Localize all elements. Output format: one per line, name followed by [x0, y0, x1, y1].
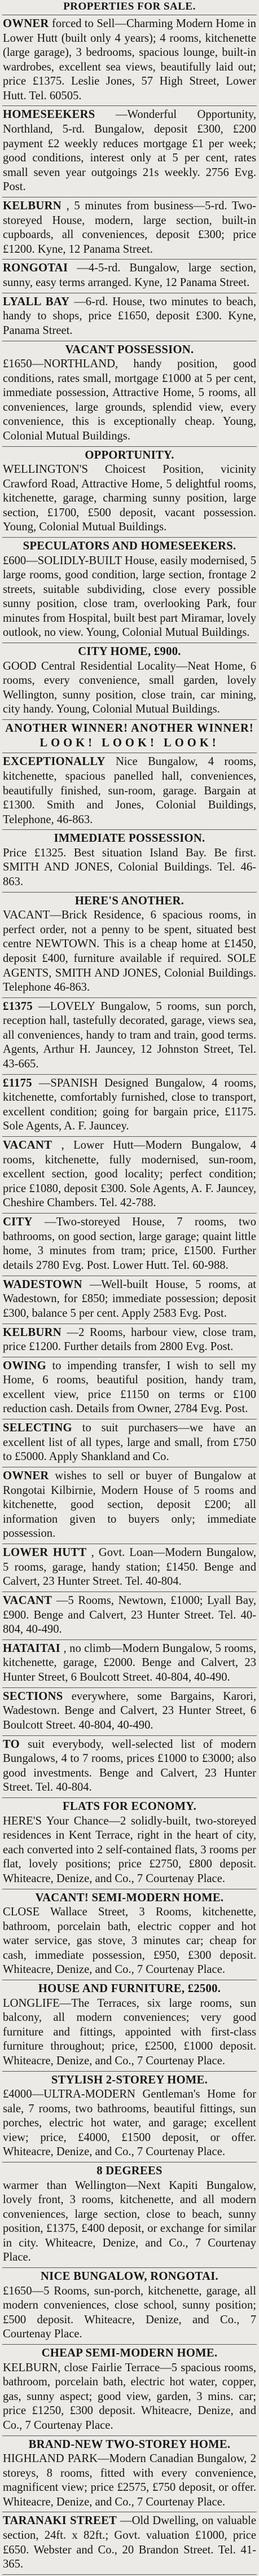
- classified-ad: [2, 1276, 257, 1324]
- ad-body-text: £600—SOLIDLY-BUILT House, easily modernised, 5 large rooms, good condition, large section, frontage 2 streets, suitable subdividing, close every possible sunny position, close tram, overlooking Park, four minutes from Hospital, built best part Miramar, lovely outlook, no view. Young, Colonial Mutual Buildings.: [3, 554, 256, 639]
- ad-lead-word: OWNER: [3, 17, 49, 30]
- classified-ad: [2, 2436, 257, 2513]
- ad-body-text: —2 Rooms, harbour view, close tram, price £1200. Further details from 2800 Evg. Post.: [3, 1326, 256, 1353]
- ad-body-text: CLOSE Wallace Street, 3 Rooms, kitchenette, bathroom, porcelain bath, electric copper and hot water service, gas stove, 3 minutes car; cheap for cash, immediate possession, £950, £300 deposit. Whiteacre, Denize, and Co., 7 Courtenay Place.: [3, 1906, 256, 1976]
- ad-body-text: GOOD Central Residential Locality—Neat Home, 6 rooms, every convenience, small garden, lovely Wellington, sunny position, close train, car mining, city handy. Young, Colonial Mutual Buildings.: [3, 660, 256, 716]
- classified-ad: [2, 1736, 257, 1798]
- classified-ads-column: [2, 15, 257, 2575]
- ad-body-text: everywhere, some Bargains, Karori, Wadestown. Benge and Calvert, 23 Hunter Street, 6 Boulcott Street. 40-804, 40-490.: [3, 1690, 256, 1731]
- ad-body-text: —5 Rooms, Newtown, £1000; Lyall Bay, £900. Benge and Calvert, 23 Hunter Street. Tel. 40-804, 40-490.: [3, 1594, 256, 1636]
- ad-body-text: to suit purchasers—we have an excellent list of all types, large and small, from £750 to £5000. Apply Shankland and Co.: [3, 1422, 256, 1463]
- ad-body-text: , 5 minutes from business—5-rd. Two-storeyed House, modern, large section, built-in cupboards, all conveniences, deposit £300; price £1200. Kyne, 12 Panama Street.: [3, 199, 256, 256]
- classified-ad: [2, 643, 257, 720]
- ad-body-text: HIGHLAND PARK—Modern Canadian Bungalow, 2 storeys, 8 rooms, fitted with every convenience, magnificent view; price £2575, £750 deposit, or offer. Whiteacre, Denize, and Co., 7 Courtenay Place.: [3, 2452, 256, 2508]
- ad-body-text: suit everybody, well-selected list of modern Bungalows, 4 to 7 rooms, prices £1000 to £3000; also good investments. Benge and Calvert, 23 Hunter Street. Tel. 40-804.: [3, 1738, 256, 1794]
- ad-banner-heading: ANOTHER WINNER! ANOTHER WINNER!: [5, 722, 254, 735]
- ad-lead-word: OPPORTUNITY.: [85, 449, 174, 461]
- classified-ad: [2, 1592, 257, 1640]
- ad-lead-word: RONGOTAI: [3, 262, 68, 275]
- ad-body-text: , Govt. Loan—Modern Bungalow, 5 rooms, garage, handy station; £1450. Benge and Calvert, 23 Hunter Street. Tel. 40-804.: [3, 1546, 256, 1588]
- ad-lead-word: 8 DEGREES: [96, 2165, 163, 2178]
- ad-lead-word: SECTIONS: [3, 1690, 63, 1703]
- classified-ad: [2, 341, 257, 447]
- ad-body-text: KELBURN, close Fairlie Terrace—5 spacious rooms, bathroom, porcelain bath, electric hot water, copper, gas, sunny aspect; good view, garden, 3 mins. car; price £1250, £300 deposit. Whiteacre, Denize, and Co., 7 Courtenay Place.: [3, 2361, 256, 2432]
- ad-lead-word: WADESTOWN: [3, 1278, 82, 1291]
- ad-body-text: HERE'S Your Chance—2 solidly-built, two-storeyed residences in Kent Terrace, right in the heart of city, each converted into 2 self-contained flats, 3 rooms per flat, lovely positions; price £2750, £800 deposit. Whiteacre, Denize, and Co., 7 Courtenay Place.: [3, 1814, 256, 1885]
- ad-body-text: —6-rd. House, two minutes to beach, handy to shops, price £1650, deposit £300. Kyne, Panama Street.: [3, 295, 256, 337]
- section-header: [2, 0, 257, 15]
- ad-body-text: LONGLIFE—The Terraces, six large rooms, sun balcony, all modern conveniences; very good furniture and fittings, appointed with first-class furniture throughout; price, £2500, £1000 deposit. Whiteacre, Denize, and Co., 7 Courtenay Place.: [3, 1997, 256, 2067]
- classified-ad: [2, 15, 257, 106]
- classified-ad: [2, 1798, 257, 1889]
- classified-ad: [2, 830, 257, 892]
- ad-lead-word: £1375: [3, 1000, 33, 1013]
- classified-ad: [2, 998, 257, 1075]
- ad-body-text: Nice Bungalow, 4 rooms, kitchenette, spacious panelled hall, conveniences, beautifully finished, sun-room, garage. Bargain at £1300. Smith and Jones, Colonial Buildings, Telephone, 46-863.: [3, 755, 256, 826]
- ad-lead-word: BRAND-NEW TWO-STOREY HOME.: [28, 2438, 231, 2451]
- ad-lead-word: LOWER HUTT: [3, 1546, 87, 1559]
- ad-body-text: to impending transfer, I wish to sell my Home, 6 rooms, beautiful position, handy tram, excellent view, price £1150 on terms or £100 reduction cash. Details from Owner, 2784 Evg. Post.: [3, 1359, 256, 1416]
- classified-ad: [2, 1137, 257, 1214]
- ad-lead-word: HATAITAI: [3, 1642, 60, 1655]
- classified-ad: [2, 1214, 257, 1276]
- ad-body-text: —SPANISH Designed Bungalow, 4 rooms, kitchenette, comfortably furnished, close to transport, excellent condition; going for bargain price, £1175. Sole Agents, A. F. Jauncey.: [3, 1076, 256, 1133]
- classified-ad: [2, 1980, 257, 2071]
- ad-lead-word: CITY: [3, 1216, 33, 1229]
- classified-ad: [2, 2512, 257, 2574]
- ad-lead-word: TARANAKI STREET: [3, 2515, 117, 2527]
- ad-body-text: forced to Sell—Charming Modern Home in Lower Hutt (built only 4 years); 4 rooms, kitchenette (large garage), 3 bedrooms, spacious lounge, built-in wardrobes, excellent sea views, beautifully laid out; price £1375. Leslie Jones, 57 High Street, Lower Hutt. Tel. 60505.: [3, 17, 256, 102]
- ad-body-text: warmer than Wellington—Next Kapiti Bungalow, lovely front, 3 rooms, kitchenette, and all modern conveniences, large section, close to beach, sunny position, £1375, £400 deposit, or exchange for similar in city. Whiteacre, Denize, and Co., 7 Courtenay Place.: [3, 2179, 256, 2264]
- classified-ad: [2, 1324, 257, 1357]
- classified-ad: [2, 1075, 257, 1137]
- ad-body-text: £1650—NORTHLAND, handy position, good conditions, rates small, mortgage £1000 at 5 per cent, immediate possession, Attractive Home, 5 rooms, all conveniences, large grounds, splendid view, every convenience, this is exceptionally cheap. Young, Colonial Mutual Buildings.: [3, 358, 256, 442]
- ad-lead-word: VACANT! SEMI-MODERN HOME.: [35, 1891, 224, 1904]
- classified-ad: [2, 197, 257, 260]
- classified-ad: [2, 1544, 257, 1592]
- ad-lead-word: VACANT POSSESSION.: [65, 343, 194, 356]
- ad-body-text: WELLINGTON'S Choicest Position, vicinity Crawford Road, Attractive Home, 5 delightful rooms, kitchenette, garage, charming sunny position, large section, £1700, £500 deposit, vacant possession. Young, Colonial Mutual Buildings.: [3, 463, 256, 534]
- ad-lead-word: EXCEPTIONALLY: [3, 755, 106, 768]
- classified-ad: [2, 1357, 257, 1419]
- classified-ad: [2, 1419, 257, 1467]
- ad-body-text: £4000—ULTRA-MODERN Gentleman's Home for sale, 7 rooms, two bathrooms, beautiful fittings, sun porches, electric hot water, and garage; excellent view; price, £4000, £1500 deposit, or offer. Whiteacre, Denize, and Co., 7 Courtenay Place.: [3, 2088, 256, 2159]
- ad-lead-word: SPECULATORS AND HOMESEEKERS.: [23, 540, 236, 553]
- section-title: PROPERTIES FOR SALE.: [63, 1, 196, 12]
- classified-ad: [2, 447, 257, 538]
- ad-lead-word: SELECTING: [3, 1422, 72, 1435]
- ad-lead-word: HOUSE AND FURNITURE, £2500.: [38, 1982, 221, 1995]
- classified-ad: [2, 2162, 257, 2268]
- classified-ad: [2, 260, 257, 293]
- ad-lead-word: TO: [3, 1738, 20, 1751]
- classified-ad: [2, 753, 257, 830]
- ad-body-text: , Lower Hutt—Modern Bungalow, 4 rooms, kitchenette, fully modernised, sun-room, excellent section, good locality; perfect condition; price £1080, deposit £300. Sole Agents, A. F. Jauncey, Cheshire Chambers. Tel. 42-788.: [3, 1139, 256, 1210]
- classified-ad: [2, 538, 257, 643]
- ad-lead-word: £1175: [3, 1076, 32, 1089]
- ad-lead-word: VACANT: [3, 1139, 52, 1152]
- ad-lead-word: FLATS FOR ECONOMY.: [62, 1800, 197, 1813]
- ad-lead-word: HOMESEEKERS: [3, 108, 95, 121]
- ad-body-text: —Wonderful Opportunity, Northland, 5-rd. Bungalow, deposit £300, £200 payment £2 weekly reduces mortgage £1 per week; good conditions, interest only at 5 per cent, rates small seven year outgoings 21s weekly. 2756 Evg. Post.: [3, 108, 256, 194]
- ad-lead-word: LYALL BAY: [3, 295, 70, 308]
- ad-lead-word: KELBURN: [3, 1326, 62, 1339]
- ad-lead-word: IMMEDIATE POSSESSION.: [54, 832, 205, 845]
- classified-ad: [2, 720, 257, 753]
- ad-lead-word: OWING: [3, 1359, 47, 1372]
- ad-body-text: —4-5-rd. Bungalow, large section, sunny, easy terms arranged. Kyne, 12 Panama Street.: [3, 262, 256, 289]
- classified-ad: [2, 1640, 257, 1688]
- ad-body-text: —Old Dwelling, on valuable section, 24ft. x 82ft.; Govt. valuation £1000, price £650. Webster and Co., 20 Brandon Street. Tel. 41-365.: [3, 2515, 256, 2571]
- ad-body-text: —Two-storeyed House, 7 rooms, two bathrooms, on good section, large garage; quaint little home, 3 minutes from tram; price, £1500. Further details 2780 Evg. Post. Lower Hutt. Tel. 60-988.: [3, 1216, 256, 1272]
- ad-body-text: , no climb—Modern Bungalow, 5 rooms, kitchenette, garage, £2000. Benge and Calvert, 23 Hunter Street, 6 Boulcott Street. 40-804, 40-490.: [3, 1642, 257, 1683]
- ad-lead-word: VACANT: [3, 1594, 52, 1607]
- ad-lead-word: OWNER: [3, 1470, 49, 1483]
- ad-lead-word: HERE'S ANOTHER.: [74, 894, 185, 907]
- classified-ad: [2, 106, 257, 197]
- ad-body-text: VACANT—Brick Residence, 6 spacious rooms, in perfect order, not a penny to be spent, situated best centre NEWTOWN. This is a cheap home at £1450, deposit £400, furniture available if required. SOLE AGENTS, SMITH AND JONES, Colonial Buildings. Telephone 46-863.: [3, 909, 256, 994]
- ad-body-text: —Well-built House, 5 rooms, at Wadestown, for £850; immediate possession; deposit £300, balance 5 per cent. Apply 2583 Evg. Post.: [3, 1278, 256, 1320]
- classified-ad: [2, 2072, 257, 2162]
- ad-lead-word: CHEAP SEMI-MODERN HOME.: [41, 2347, 218, 2360]
- classified-ad: [2, 1688, 257, 1736]
- ad-lead-word: STYLISH 2-STOREY HOME.: [51, 2073, 208, 2086]
- ad-body-text: —LOVELY Bungalow, 5 rooms, sun porch, reception hall, tastefully decorated, garage, views sea, all conveniences, handy to tram and train, good terms. Agents, Arthur H. Jauncey, 12 Johnston Street, Tel. 43-665.: [3, 1000, 256, 1070]
- classified-ad: [2, 293, 257, 341]
- ad-body-text: £1650—5 Rooms, sun-porch, kitchenette, garage, all modern conveniences, close school, sunny position; £500 deposit. Whiteacre, Denize, and Co., 7 Courtenay Place.: [3, 2284, 256, 2341]
- classified-ad: [2, 2345, 257, 2436]
- classified-ad: [2, 2268, 257, 2345]
- classified-ad: [2, 893, 257, 998]
- classified-ad: [2, 1889, 257, 1980]
- ad-lead-word: NICE BUNGALOW, RONGOTAI.: [40, 2270, 218, 2283]
- ad-lead-word: CITY HOME, £900.: [78, 645, 181, 658]
- classified-ad: [2, 1467, 257, 1544]
- ad-lead-word: KELBURN: [3, 199, 62, 212]
- ad-body-text: Price £1325. Best situation Island Bay. Be first. SMITH AND JONES, Colonial Buildings. Tel. 46-863.: [3, 846, 256, 889]
- ad-banner-subheading: LOOK! LOOK! LOOK!: [39, 736, 220, 749]
- ad-body-text: wishes to sell or buyer of Bungalow at Rongotai Kilbirnie, Modern House of 5 rooms and kitchenette, good section, deposit £200; all information given to buyers only; immediate possession.: [3, 1470, 256, 1540]
